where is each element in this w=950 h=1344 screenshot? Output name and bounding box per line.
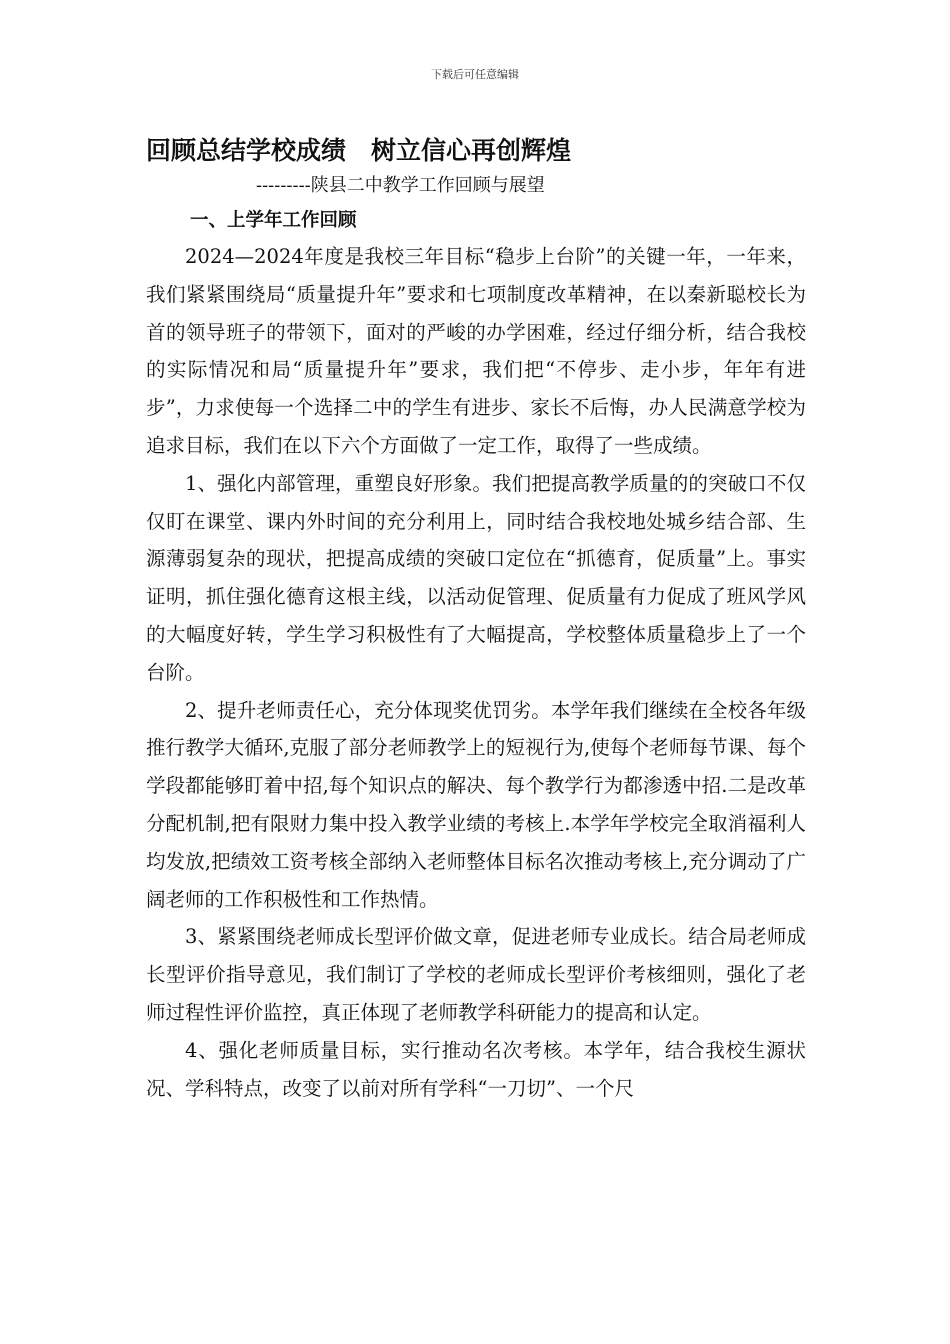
section-heading: 一、上学年工作回顾 xyxy=(190,210,357,231)
document-body xyxy=(146,130,806,1107)
paragraph-item-1: 1、强化内部管理，重塑良好形象。我们把提高教学质量的的突破口不仅仅盯在课堂、课内外时间的充分利用上，同时结合我校地处城乡结合部、生源薄弱复杂的现状，把提高成绩的突破口定位在“抓德育，促质量”上。事实证明，抓住强化德育这根主线，以活动促管理、促质量有力促成了班风学风的大幅度好转，学生学习积极性有了大幅提高，学校整体质量稳步上了一个台阶。 xyxy=(146,471,806,684)
paragraph-intro: 2024—2024年度是我校三年目标“稳步上台阶”的关键一年，一年来，我们紧紧围绕局“质量提升年”要求和七项制度改革精神，在以秦新聪校长为首的领导班子的带领下，面对的严峻的办学困难，经过仔细分析，结合我校的实际情况和局“质量提升年”要求，我们把“不停步、走小步，年年有进步”，力求使每一个选择二中的学生有进步、家长不后悔，办人民满意学校为追求目标，我们在以下六个方面做了一定工作，取得了一些成绩。 xyxy=(146,245,806,457)
page-header-note: 下载后可任意编辑 xyxy=(431,68,519,81)
paragraph-item-2: 2、提升老师责任心，充分体现奖优罚劣。本学年我们继续在全校各年级推行教学大循环,克服了部分老师教学上的短视行为,使每个老师每节课、每个学段都能够盯着中招,每个知识点的解决、每个教学行为都渗透中招.二是改革分配机制,把有限财力集中投入教学业绩的考核上.本学年学校完全取消福利人均发放,把绩效工资考核全部纳入老师整体目标名次推动考核上,充分调动了广阔老师的工作积极性和工作热情。 xyxy=(146,698,806,911)
paragraph-item-4: 4、强化老师质量目标，实行推动名次考核。本学年，结合我校生源状况、学科特点，改变了以前对所有学科“一刀切”、一个尺 xyxy=(146,1038,806,1100)
paragraph-item-3: 3、紧紧围绕老师成长型评价做文章，促进老师专业成长。结合局老师成长型评价指导意见，我们制订了学校的老师成长型评价考核细则，强化了老师过程性评价监控，真正体现了老师教学科研能力的提高和认定。 xyxy=(146,925,806,1024)
document-title: 回顾总结学校成绩 树立信心再创辉煌 xyxy=(146,136,572,165)
document-subtitle: ---------陕县二中教学工作回顾与展望 xyxy=(256,175,545,196)
